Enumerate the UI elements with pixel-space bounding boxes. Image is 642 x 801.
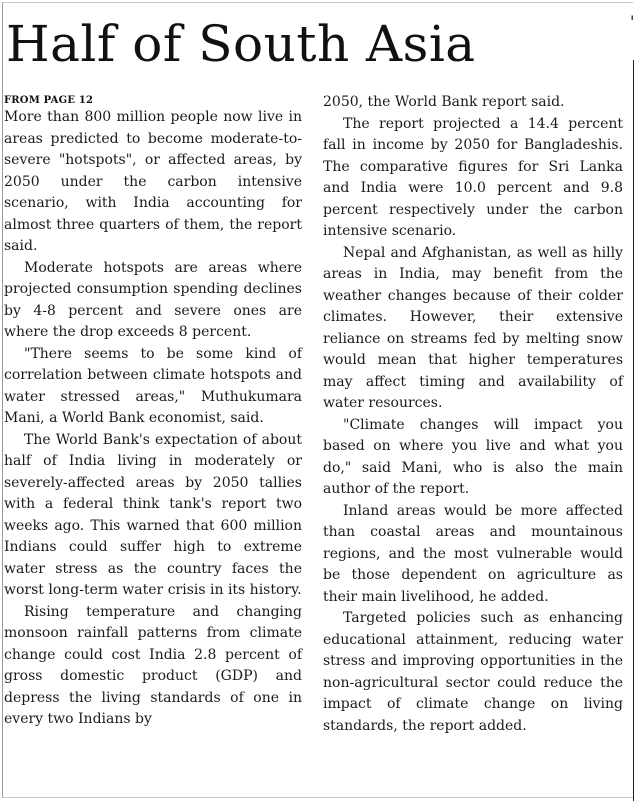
paragraph: "Climate changes will impact you based on where you live and what you do," said Mani, who is also the main author of the report. [323, 416, 623, 497]
paragraph: More than 800 million people now live in areas predicted to become moderate-to-severe "hotspots", or affected areas, by 2050 under the carbon intensive scenario, with India accounting for almost three quarters of them, the report said. [4, 109, 302, 254]
paragraph: Rising temperature and changing monsoon rainfall patterns from climate change could cost India 2.8 percent of gross domestic product (GDP) and depress the living standards of one in every two Indians by [4, 603, 302, 727]
column-rule [633, 60, 634, 801]
paragraph: Targeted policies such as enhancing educational attainment, reducing water stress and improving opportunities in the non-agricultural sector could reduce the impact of climate change on living standards, the report added. [323, 610, 623, 734]
paragraph: Nepal and Afghanistan, as well as hilly areas in India, may benefit from the weather changes because of their colder climates. However, their extensive reliance on streams fed by melting snow would mean that higher temperatures may affect timing and availability of water resources. [323, 244, 623, 411]
headline: Half of South Asia [6, 15, 476, 73]
edge-mark: ' [630, 12, 635, 31]
paragraph: The report projected a 14.4 percent fall in income by 2050 for Bangladeshis. The comparative figures for Sri Lanka and India were 10.0 percent and 9.8 percent respectively under the carbon intensive scenario. [323, 115, 623, 239]
paragraph: Inland areas would be more affected than coastal areas and mountainous regions, and the most vulnerable would be those dependent on agriculture as their main livelihood, he added. [323, 502, 623, 605]
right-column [323, 92, 623, 737]
left-column [4, 92, 302, 731]
paragraph: "There seems to be some kind of correlation between climate hotspots and water stressed areas," Muthukumara Mani, a World Bank economist, said. [4, 345, 302, 426]
continued-from-label: FROM PAGE 12 [4, 95, 94, 106]
paragraph: The World Bank's expectation of about half of India living in moderately or severely-affected areas by 2050 tallies with a federal think tank's report two weeks ago. This warned that 600 million Indians could suffer high to extreme water stress as the country faces the worst long-term water crisis in its history. [4, 431, 302, 598]
paragraph: Moderate hotspots are areas where projected consumption spending declines by 4-8 percent and severe ones are where the drop exceeds 8 percent. [4, 259, 302, 340]
paragraph: 2050, the World Bank report said. [323, 94, 565, 110]
